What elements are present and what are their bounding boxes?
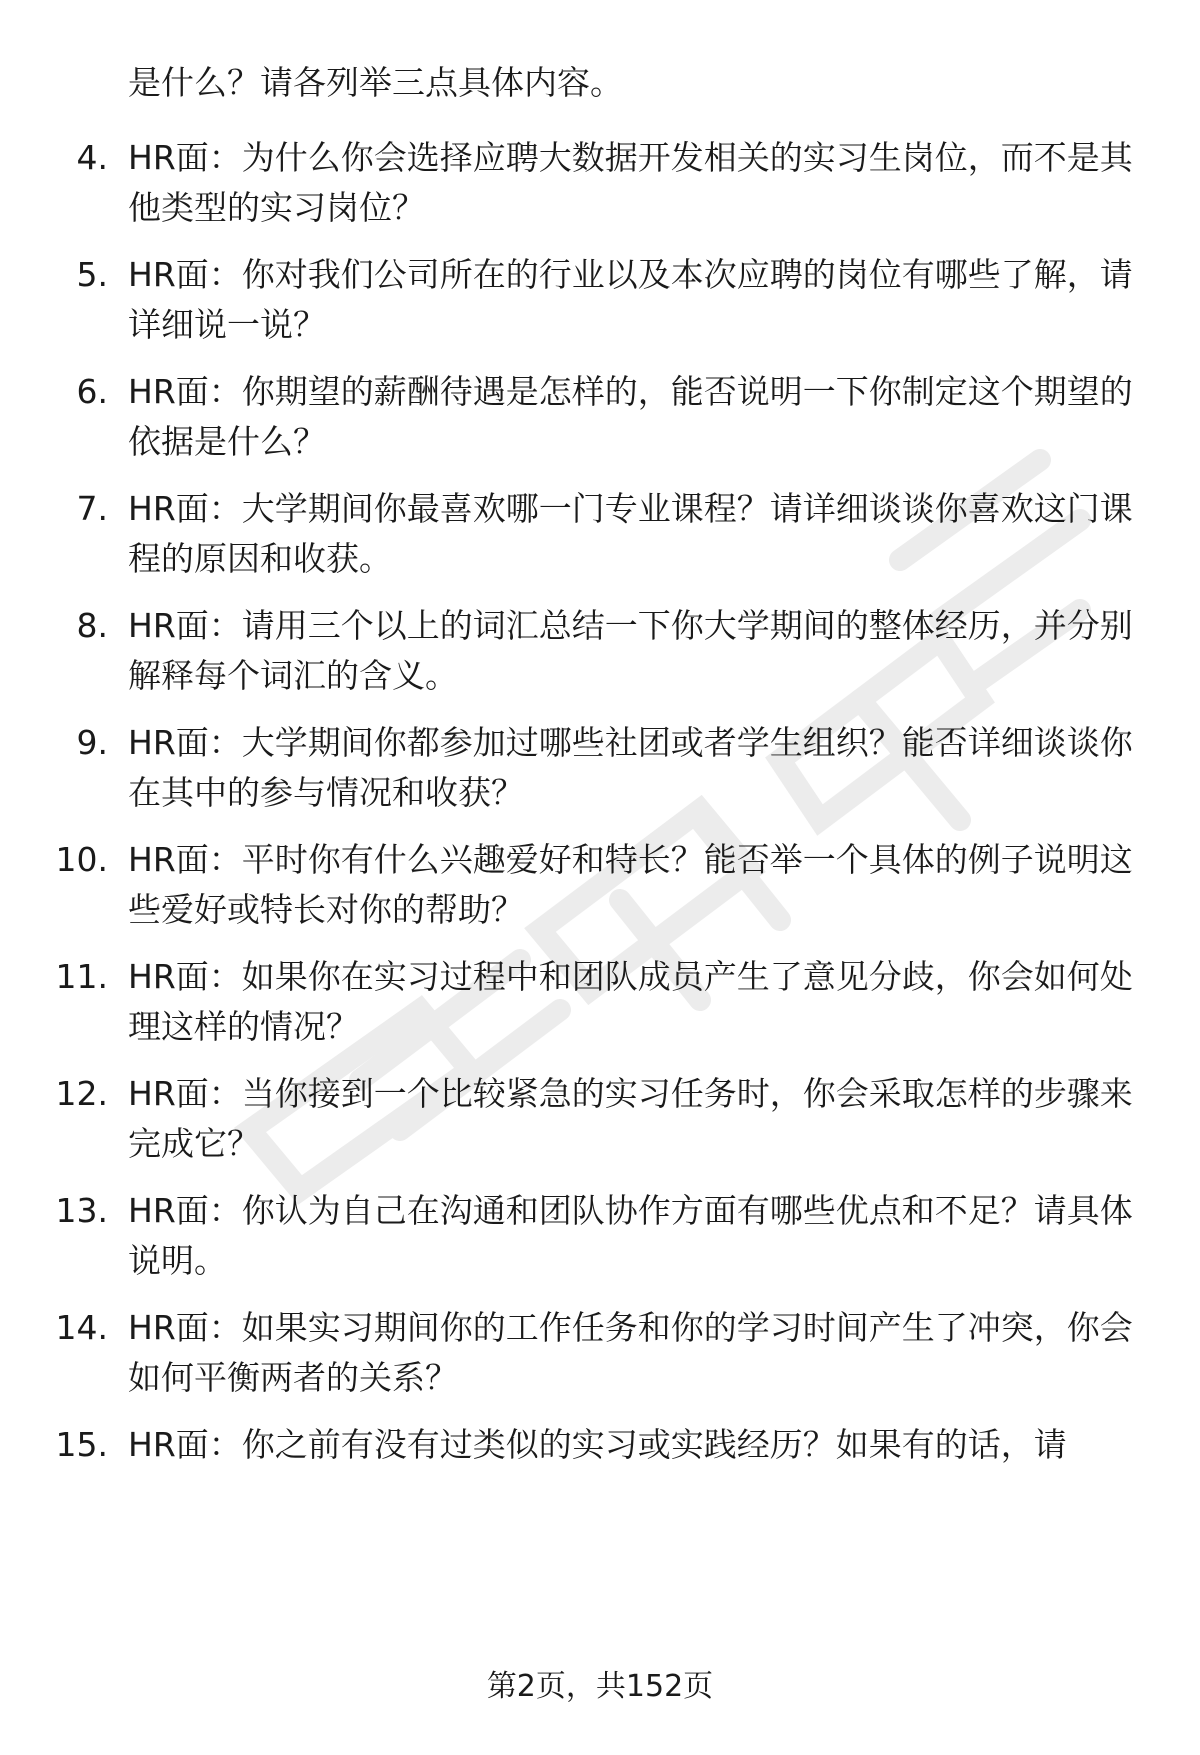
question-number: 4.: [76, 138, 108, 177]
question-text: HR面：大学期间你都参加过哪些社团或者学生组织？能否详细谈谈你在其中的参与情况和收获？: [128, 723, 1133, 812]
page-footer: 第2页，共152页: [486, 1669, 714, 1704]
question-number: 10.: [55, 840, 108, 879]
question-text: HR面：为什么你会选择应聘大数据开发相关的实习生岗位，而不是其他类型的实习岗位？: [128, 138, 1133, 227]
question-number: 15.: [55, 1425, 108, 1464]
question-number: 8.: [76, 606, 108, 645]
question-number: 5.: [76, 255, 108, 294]
question-text: HR面：大学期间你最喜欢哪一门专业课程？请详细谈谈你喜欢这门课程的原因和收获。: [128, 489, 1133, 578]
question-text: HR面：你之前有没有过类似的实习或实践经历？如果有的话，请: [128, 1425, 1067, 1464]
question-number: 7.: [76, 489, 108, 528]
question-number: 6.: [76, 372, 108, 411]
question-text: HR面：如果实习期间你的工作任务和你的学习时间产生了冲突，你会如何平衡两者的关系？: [128, 1308, 1133, 1397]
continuation-text: 是什么？请各列举三点具体内容。: [128, 63, 623, 102]
question-text: HR面：当你接到一个比较紧急的实习任务时，你会采取怎样的步骤来完成它？: [128, 1074, 1133, 1163]
question-text: HR面：你认为自己在沟通和团队协作方面有哪些优点和不足？请具体说明。: [128, 1191, 1133, 1280]
question-text: HR面：请用三个以上的词汇总结一下你大学期间的整体经历，并分别解释每个词汇的含义。: [128, 606, 1133, 695]
question-text: HR面：你对我们公司所在的行业以及本次应聘的岗位有哪些了解，请详细说一说？: [128, 255, 1133, 344]
question-text: HR面：如果你在实习过程中和团队成员产生了意见分歧，你会如何处理这样的情况？: [128, 957, 1133, 1046]
question-number: 12.: [55, 1074, 108, 1113]
question-number: 14.: [55, 1308, 108, 1347]
question-number: 11.: [55, 957, 108, 996]
question-number: 9.: [76, 723, 108, 762]
question-text: HR面：你期望的薪酬待遇是怎样的，能否说明一下你制定这个期望的依据是什么？: [128, 372, 1133, 461]
question-number: 13.: [55, 1191, 108, 1230]
question-text: HR面：平时你有什么兴趣爱好和特长？能否举一个具体的例子说明这些爱好或特长对你的帮助？: [128, 840, 1133, 929]
